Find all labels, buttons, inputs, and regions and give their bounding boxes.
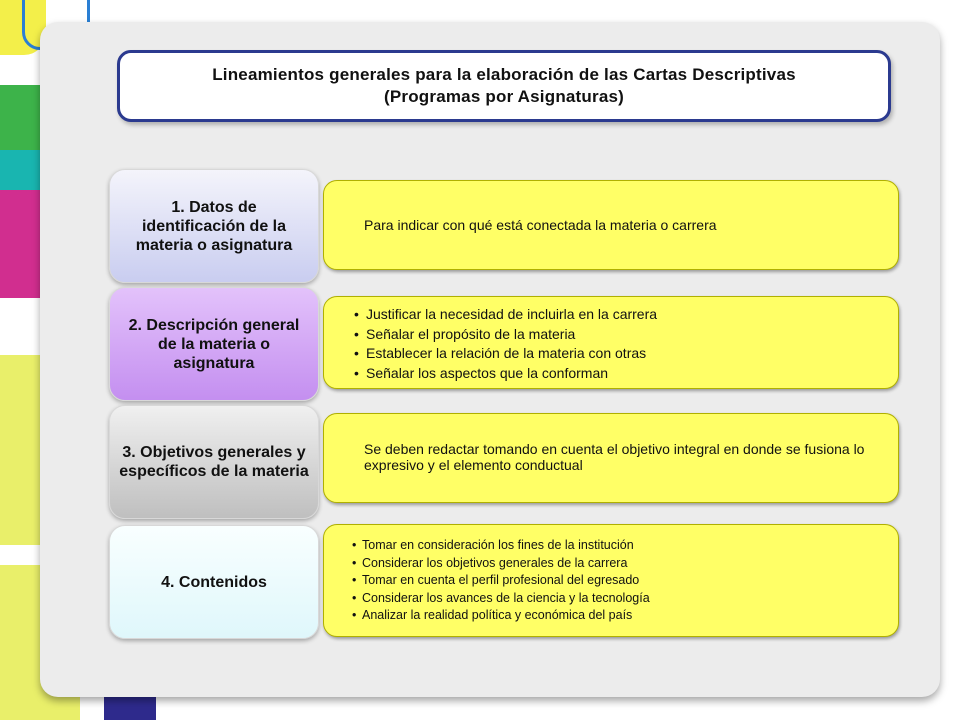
section-2-label-box [109, 287, 319, 401]
list-item: • Señalar los aspectos que la conforman [354, 364, 898, 384]
section-1-label-box [109, 169, 319, 283]
slide-title-line2: (Programas por Asignaturas) [384, 87, 624, 106]
list-item: • Tomar en cuenta el perfil profesional del egresado [352, 572, 898, 590]
section-4-content-box [323, 524, 899, 637]
slide-title-box [117, 50, 891, 122]
section-3-label-box [109, 405, 319, 519]
section-2-label: 2. Descripción general de la materia o asignatura [128, 316, 300, 372]
section-3-content-box [323, 413, 899, 503]
section-1-label: 1. Datos de identificación de la materia o asignatura [135, 198, 293, 254]
section-3-text: Se deben redactar tomando en cuenta el objetivo integral en donde se fusiona lo expresivo y el elemento conductual [364, 441, 865, 473]
section-1-text: Para indicar con qué está conectada la materia o carrera [364, 217, 717, 233]
section-4-list [324, 525, 898, 625]
section-1-content-box [323, 180, 899, 270]
slide-title-line1: Lineamientos generales para la elaboración de las Cartas Descriptivas [212, 65, 796, 84]
list-item: • Considerar los avances de la ciencia y la tecnología [352, 590, 898, 608]
list-item: • Considerar los objetivos generales de la carrera [352, 555, 898, 573]
list-item: • Tomar en consideración los fines de la institución [352, 537, 898, 555]
list-item: • Justificar la necesidad de incluirla en la carrera [354, 305, 898, 325]
list-item: • Señalar el propósito de la materia [354, 325, 898, 345]
list-item: • Analizar la realidad política y económica del país [352, 607, 898, 625]
section-4-label: 4. Contenidos [161, 573, 267, 591]
section-2-list [324, 297, 898, 383]
section-3-label: 3. Objetivos generales y específicos de la materia [119, 444, 309, 480]
list-item: • Establecer la relación de la materia con otras [354, 344, 898, 364]
section-4-label-box [109, 525, 319, 639]
section-2-content-box [323, 296, 899, 389]
